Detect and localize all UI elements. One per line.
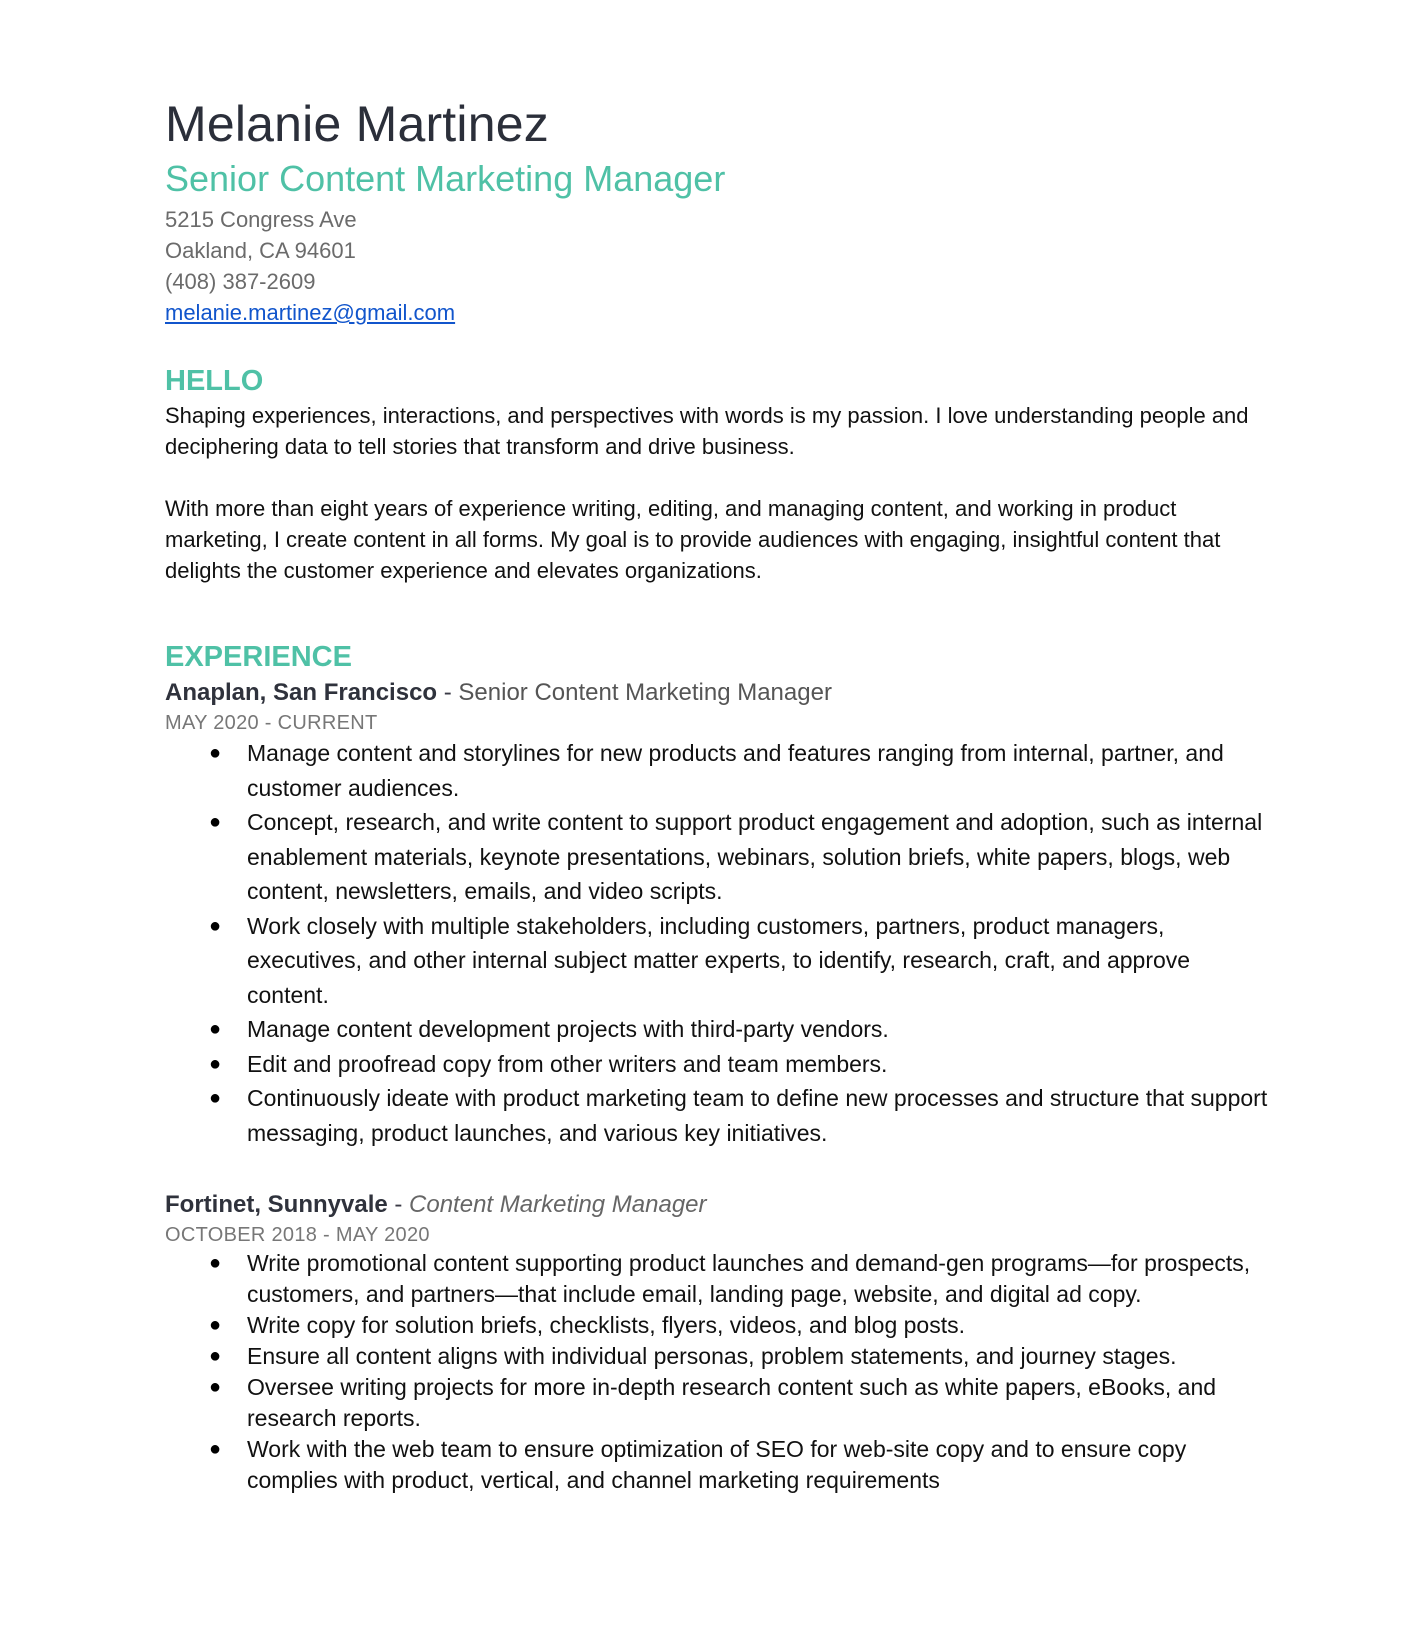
job-header <box>165 1188 1275 1222</box>
job-dates: OCTOBER 2018 - MAY 2020 <box>165 1224 430 1246</box>
list-item <box>165 909 1275 1013</box>
job-role: Senior Content Marketing Manager <box>458 679 832 706</box>
job-dates: MAY 2020 - CURRENT <box>165 712 378 734</box>
bullet-icon: ● <box>209 1087 222 1109</box>
bullet-icon: ● <box>209 1345 222 1367</box>
bullet-icon: ● <box>209 914 222 937</box>
job-entry <box>165 676 1275 1150</box>
bullet-text: Manage content development projects with third-party vendors. <box>247 1016 889 1042</box>
experience-heading: EXPERIENCE <box>165 641 352 673</box>
list-item <box>165 1012 1275 1047</box>
bullet-text: Ensure all content aligns with individual personas, problem statements, and journey stages. <box>247 1343 1177 1369</box>
job-entry <box>165 1188 1275 1496</box>
address-line-2: Oakland, CA 94601 <box>165 238 356 263</box>
list-item <box>165 1341 1275 1372</box>
hello-paragraph: With more than eight years of experience writing, editing, and managing content, and working in product marketing, I create content in all forms. My goal is to provide audiences with engaging, insightful content that delights the customer experience and elevates organizations. <box>165 496 1221 583</box>
bullet-text: Write copy for solution briefs, checklists, flyers, videos, and blog posts. <box>247 1312 965 1338</box>
email-link[interactable]: melanie.martinez@gmail.com <box>165 300 456 325</box>
resume-page <box>165 88 1275 1496</box>
bullet-icon: ● <box>209 1018 222 1040</box>
bullet-text: Manage content and storylines for new products and features ranging from internal, partner, and customer audiences. <box>247 740 1224 801</box>
bullet-icon: ● <box>209 1438 222 1460</box>
bullet-text: Write promotional content supporting product launches and demand-gen programs—for prospects, customers, and partners—that include email, landing page, website, and digital ad copy. <box>247 1250 1251 1307</box>
job-bullet-list <box>165 1248 1275 1496</box>
bullet-icon: ● <box>209 811 222 833</box>
list-item <box>165 1434 1275 1496</box>
list-item <box>165 736 1275 805</box>
bullet-icon: ● <box>209 1314 222 1336</box>
bullet-icon: ● <box>209 1052 222 1075</box>
phone-number: (408) 387-2609 <box>165 269 316 294</box>
bullet-icon: ● <box>209 742 222 764</box>
list-item <box>165 1047 1275 1082</box>
bullet-icon: ● <box>209 1252 222 1274</box>
hello-paragraph: Shaping experiences, interactions, and perspectives with words is my passion. I love understanding people and deciphering data to tell stories that transform and drive business. <box>165 403 1249 459</box>
candidate-name: Melanie Martinez <box>165 96 549 152</box>
job-bullet-list <box>165 736 1275 1150</box>
list-item <box>165 1310 1275 1341</box>
list-item <box>165 1372 1275 1434</box>
job-separator: - <box>437 679 459 706</box>
address-line-1: 5215 Congress Ave <box>165 207 357 232</box>
list-item <box>165 805 1275 909</box>
bullet-text: Continuously ideate with product marketing team to define new processes and structure that support messaging, product launches, and various key initiatives. <box>247 1085 1268 1146</box>
job-company: Fortinet, Sunnyvale <box>165 1191 388 1218</box>
bullet-text: Concept, research, and write content to support product engagement and adoption, such as internal enablement materials, keynote presentations, webinars, solution briefs, white papers, blogs, web content, newsletters, emails, and video scripts. <box>247 809 1263 904</box>
bullet-icon: ● <box>209 1376 222 1398</box>
job-header <box>165 676 1275 710</box>
list-item <box>165 1248 1275 1310</box>
bullet-text: Work closely with multiple stakeholders, including customers, partners, product managers, executives, and other internal subject matter experts, to identify, research, craft, and approve content. <box>247 912 1191 1008</box>
job-role: Content Marketing Manager <box>409 1191 707 1218</box>
bullet-text: Edit and proofread copy from other writers and team members. <box>247 1050 888 1077</box>
job-separator: - <box>387 1191 410 1218</box>
list-item <box>165 1081 1275 1150</box>
job-company: Anaplan, San Francisco <box>165 679 438 706</box>
candidate-title: Senior Content Marketing Manager <box>165 158 726 199</box>
hello-heading: HELLO <box>165 365 264 397</box>
bullet-text: Work with the web team to ensure optimization of SEO for web-site copy and to ensure copy complies with product, vertical, and channel marketing requirements <box>247 1436 1187 1493</box>
bullet-text: Oversee writing projects for more in-depth research content such as white papers, eBooks, and research reports. <box>247 1374 1217 1431</box>
